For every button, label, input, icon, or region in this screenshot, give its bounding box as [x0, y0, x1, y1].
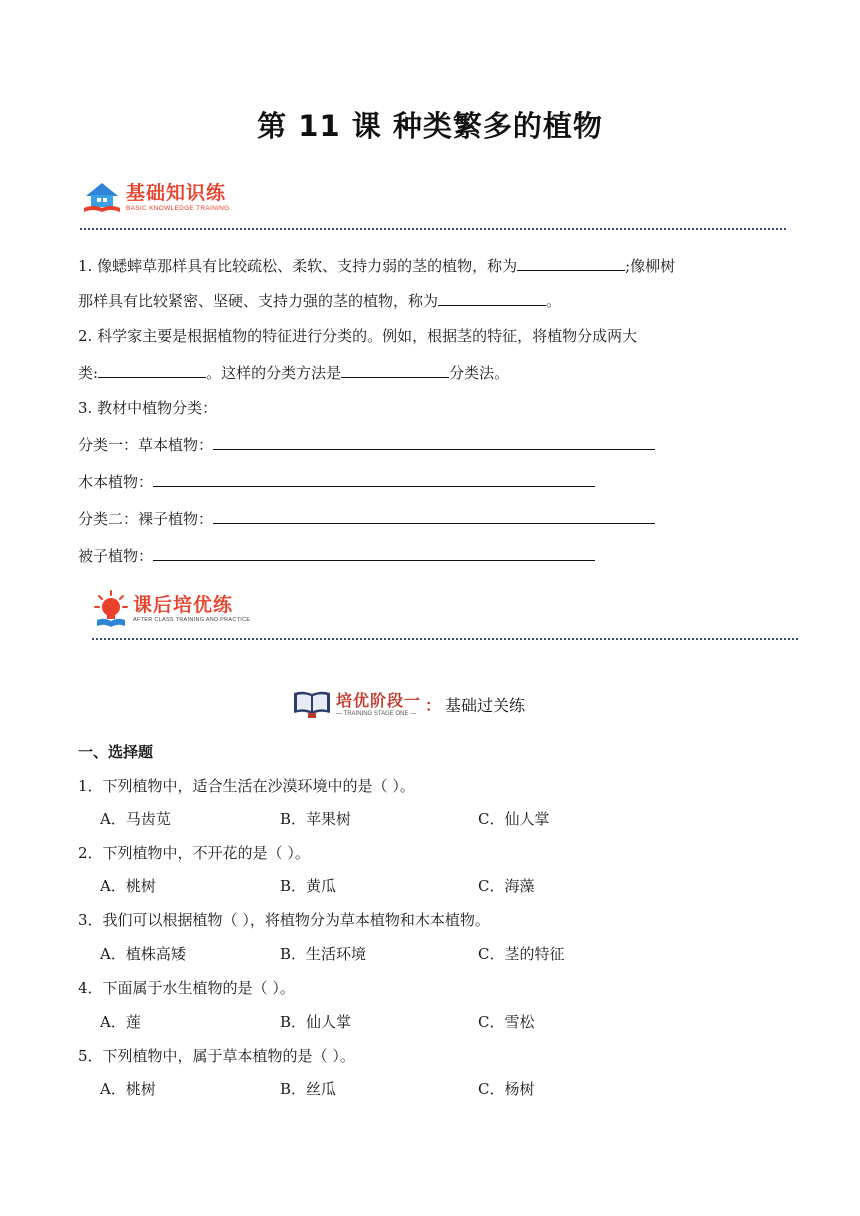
fill-q1-line2: 那样具有比较紧密、坚硬、支持力强的茎的植物，称为 。: [78, 289, 561, 311]
training-stage-header: [292, 689, 525, 719]
option-b[interactable]: B．丝瓜: [280, 1080, 337, 1098]
after-class-subtitle: AFTER CLASS TRAINING AND PRACTICE: [133, 616, 251, 623]
fill-q3-title: 3. 教材中植物分类：: [78, 399, 218, 417]
option-a[interactable]: A．马齿苋: [100, 810, 171, 828]
fill-q3-row3: 分类二：裸子植物：: [78, 507, 655, 529]
after-class-badge: [93, 590, 250, 628]
option-c[interactable]: C．茎的特征: [478, 945, 565, 963]
fill-q2-line1: 2. 科学家主要是根据植物的特征进行分类的。例如，根据茎的特征，将植物分成两大: [78, 327, 638, 345]
section-heading: 一、选择题: [78, 743, 154, 761]
stage-title: 培优阶段一: [336, 690, 422, 710]
question-4: 4．下面属于水生植物的是（ ）。: [78, 979, 295, 997]
answer-blank[interactable]: [153, 544, 595, 561]
divider: [80, 228, 786, 230]
open-book-icon: [292, 689, 332, 719]
basic-knowledge-badge: [82, 180, 230, 214]
divider: [92, 638, 798, 640]
question-2: 2．下列植物中，不开花的是（ ）。: [78, 844, 310, 862]
answer-blank[interactable]: [213, 507, 655, 524]
stage-label: 基础过关练: [445, 695, 526, 715]
option-c[interactable]: C．海藻: [478, 877, 535, 895]
answer-blank[interactable]: [438, 289, 546, 306]
lightbulb-book-icon: [93, 590, 129, 628]
house-book-icon: [82, 180, 122, 214]
option-a[interactable]: A．桃树: [100, 1080, 156, 1098]
question-3: 3．我们可以根据植物（ ），将植物分为草本植物和木本植物。: [78, 911, 490, 929]
question-5: 5．下列植物中，属于草本植物的是（ ）。: [78, 1047, 355, 1065]
option-b[interactable]: B．生活环境: [280, 945, 367, 963]
after-class-title: 课后培优练: [133, 593, 234, 616]
option-c[interactable]: C．仙人掌: [478, 810, 550, 828]
option-c[interactable]: C．雪松: [478, 1013, 535, 1031]
answer-blank[interactable]: [341, 361, 449, 378]
option-a[interactable]: A．莲: [100, 1013, 141, 1031]
answer-blank[interactable]: [517, 254, 625, 271]
option-b[interactable]: B．黄瓜: [280, 877, 337, 895]
option-b[interactable]: B．苹果树: [280, 810, 352, 828]
page-title: 第 11 课 种类繁多的植物: [257, 109, 603, 143]
fill-q3-row2: 木本植物：: [78, 470, 595, 492]
answer-blank[interactable]: [153, 470, 595, 487]
answer-blank[interactable]: [98, 361, 206, 378]
fill-q2-line2: 类: 。这样的分类方法是 分类法。: [78, 361, 509, 383]
option-a[interactable]: A．桃树: [100, 877, 156, 895]
basic-knowledge-subtitle: BASIC KNOWLEDGE TRAINING: [126, 204, 230, 212]
question-1: 1．下列植物中，适合生活在沙漠环境中的是（ ）。: [78, 777, 415, 795]
fill-q1-line1: 1. 像蟋蟀草那样具有比较疏松、柔软、支持力弱的茎的植物，称为 ;像柳树: [78, 254, 675, 276]
answer-blank[interactable]: [213, 433, 655, 450]
basic-knowledge-title: 基础知识练: [126, 181, 227, 204]
option-a[interactable]: A．植株高矮: [100, 945, 186, 963]
option-c[interactable]: C．杨树: [478, 1080, 535, 1098]
fill-q3-row4: 被子植物：: [78, 544, 595, 566]
option-b[interactable]: B．仙人掌: [280, 1013, 352, 1031]
stage-subtitle: — TRAINING STAGE ONE —: [336, 710, 417, 717]
fill-q3-row1: 分类一：草本植物：: [78, 433, 655, 455]
stage-colon: ：: [425, 695, 442, 715]
